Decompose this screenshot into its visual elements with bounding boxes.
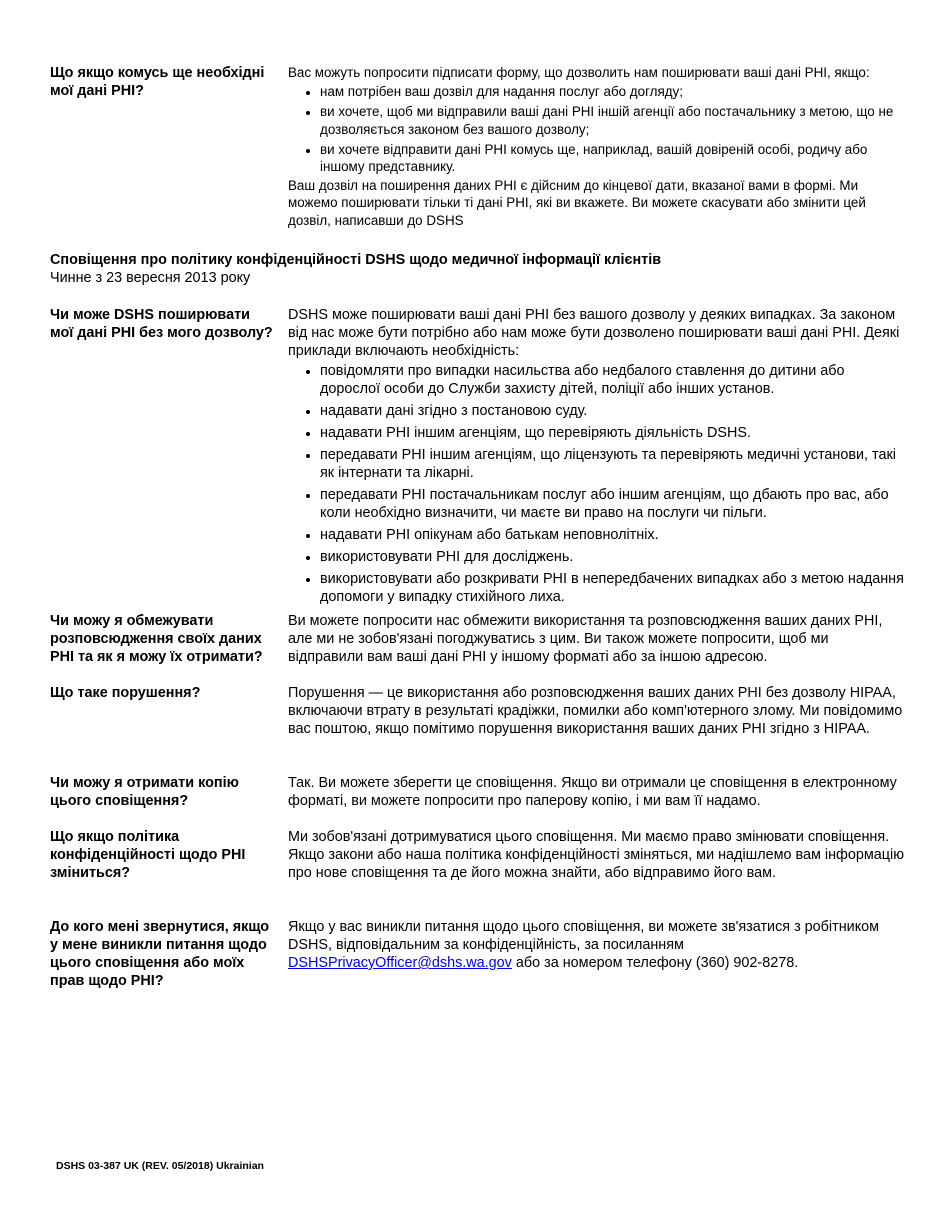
notice-effective-date: Чинне з 23 вересня 2013 року	[50, 270, 251, 286]
question-heading: Що якщо комусь ще необхідні мої дані PHI?	[50, 65, 265, 99]
list-item: • передавати PHI іншим агенціям, що ліцензують та перевіряють медичні установи, такі як інтернати та лікарні.	[320, 446, 906, 482]
contact-text: Якщо у вас виникли питання щодо цього сповіщення, ви можете зв'язатися з робітником DSHS, відповідальним за конфіденційність, за посиланням	[288, 919, 880, 953]
list-item: • передавати PHI постачальникам послуг або іншим агенціям, що дбають про вас, або коли необхідно визначити, чи маєте ви право на послуги чи пільги.	[320, 486, 906, 522]
question-heading: Чи можу я обмежувати розповсюдження своїх даних PHI та як я можу їх отримати?	[50, 613, 263, 665]
question-heading: Чи можу я отримати копію цього сповіщення?	[50, 775, 239, 809]
answer-body	[288, 306, 906, 610]
form-footer: DSHS 03-387 UK (REV. 05/2018) Ukrainian	[56, 1160, 264, 1172]
contact-phone-text: або за номером телефону (360) 902-8278.	[511, 955, 799, 971]
list-item: • використовувати або розкривати PHI в непередбачених випадках або з метою надання допомоги у випадку стихійного лиха.	[320, 570, 906, 606]
answer-body: Так. Ви можете зберегти це сповіщення. Якщо ви отримали це сповіщення в електронному форматі, ви можете попросити про паперову копію, і ми вам її надамо.	[288, 775, 897, 809]
answer-body: Ви можете попросити нас обмежити використання та розповсюдження ваших даних PHI, але ми не зобов'язані погоджуватись з цим. Ви також можете попросити, щоб ми відправили вам ваші дані PHI у іншому форматі або за іншою адресою.	[288, 613, 883, 665]
question-heading: Що якщо політика конфіденційності щодо PHI зміниться?	[50, 829, 246, 881]
list-item: • надавати дані згідно з постановою суду.	[320, 402, 906, 420]
answer-body	[288, 918, 906, 972]
list-item: • нам потрібен ваш дозвіл для надання послуг або догляду;	[320, 83, 906, 100]
answer-intro: DSHS може поширювати ваші дані PHI без вашого дозволу у деяких випадках. За законом від нас може бути потрібно або нам може бути дозволено поширювати ваші дані PHI. Деякі приклади включають необхідність:	[288, 307, 900, 359]
notice-header	[50, 251, 910, 287]
question-heading: Чи може DSHS поширювати мої дані PHI без мого дозволу?	[50, 307, 273, 341]
list-item: • ви хочете, щоб ми відправили ваші дані PHI іншій агенції або постачальнику з метою, що не дозволяється законом без вашого дозволу;	[320, 103, 906, 137]
bullet-list	[288, 362, 906, 606]
answer-body: Порушення — це використання або розповсюдження ваших даних PHI без дозволу HIPAA, включаючи втрату в результаті крадіжки, помилки або комп'ютерного злому. Ми повідомимо вас поштою, якщо помітимо порушення використання ваших даних PHI згідно з HIPAA.	[288, 685, 903, 737]
list-item: • повідомляти про випадки насильства або недбалого ставлення до дитини або дорослої особи до Служби захисту дітей, поліції або інших установ.	[320, 362, 906, 398]
bullet-list	[288, 83, 906, 175]
list-item: • надавати PHI опікунам або батькам неповнолітніх.	[320, 526, 906, 544]
answer-body: Ми зобов'язані дотримуватися цього сповіщення. Ми маємо право змінювати сповіщення. Якщо закони або наша політика конфіденційності зміняться, ми надішлемо вам інформацію про нове сповіщення та де його можна знайти, або відправимо його вам.	[288, 829, 904, 881]
privacy-officer-email-link[interactable]: DSHSPrivacyOfficer@dshs.wa.gov	[288, 955, 512, 971]
question-heading: Що таке порушення?	[50, 685, 201, 701]
list-item: • ви хочете відправити дані PHI комусь ще, наприклад, вашій довіреній особі, родичу або іншому представнику.	[320, 141, 906, 175]
list-item: • надавати PHI іншим агенціям, що перевіряють діяльність DSHS.	[320, 424, 906, 442]
notice-title: Сповіщення про політику конфіденційності DSHS щодо медичної інформації клієнтів	[50, 252, 662, 268]
answer-closing: Ваш дозвіл на поширення даних PHI є дійсним до кінцевої дати, вказаної вами в формі. Ми можемо поширювати тільки ті дані PHI, які ви вкажете. Ви можете скасувати або змінити цей дозвіл, написавши до DSHS	[288, 178, 866, 228]
list-item: • використовувати PHI для досліджень.	[320, 548, 906, 566]
answer-body	[288, 64, 906, 229]
question-heading: До кого мені звернутися, якщо у мене виникли питання щодо цього сповіщення або моїх прав щодо PHI?	[50, 919, 270, 989]
answer-intro: Вас можуть попросити підписати форму, що дозволить нам поширювати ваші дані PHI, якщо:	[288, 65, 870, 80]
